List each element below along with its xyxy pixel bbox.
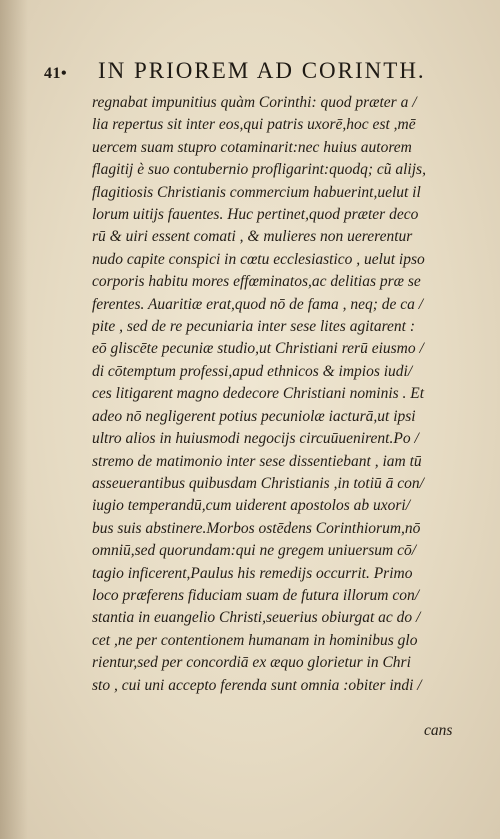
text-line: ces litigarent magno dedecore Christiani nominis . Et xyxy=(92,385,425,403)
text-line: adeo nō negligerent potius pecuniolæ iacturā,ut ipsi xyxy=(92,407,416,425)
text-line: rientur,sed per concordiā ex æquo glorietur in Chri xyxy=(92,654,411,672)
text-line: iugio temperandū,cum uiderent apostolos ab uxori/ xyxy=(92,497,411,515)
page-number: 41• xyxy=(44,65,68,82)
page-header xyxy=(44,58,480,84)
text-line: stantia in euangelio Christi,seuerius obiurgat ac do / xyxy=(92,609,421,627)
text-line: flagitiosis Christianis commercium habuerint,uelut il xyxy=(92,183,421,201)
text-line: di cōtemptum professi,apud ethnicos & impios iudi/ xyxy=(92,362,413,380)
text-line: eō gliscēte pecuniæ studio,ut Christiani rerū eiusmo / xyxy=(92,340,424,358)
text-line: lia repertus sit inter eos,qui patris uxorē,hoc est ,mē xyxy=(92,116,416,134)
gutter-shadow xyxy=(0,0,28,839)
text-line: tagio inficerent,Paulus his remedijs occurrit. Primo xyxy=(92,564,413,582)
text-line: uercem suam stupro cotaminarit:nec huius autorem xyxy=(92,138,412,156)
body-text xyxy=(92,92,478,697)
running-head: IN PRIOREM AD CORINTH. xyxy=(98,58,426,83)
text-line: nudo capite conspici in cœtu ecclesiastico , uelut ipso xyxy=(92,250,425,268)
text-line: cet ,ne per contentionem humanam in hominibus glo xyxy=(92,631,418,649)
text-line: asseuerantibus quibusdam Christianis ,in totiū ā con/ xyxy=(92,474,424,492)
text-line: bus suis abstinere.Morbos ostēdens Corinthiorum,nō xyxy=(92,519,421,537)
text-line: ferentes. Auaritiæ erat,quod nō de fama , neq; de ca / xyxy=(92,295,424,313)
catchword: cans xyxy=(424,722,453,739)
text-line: stremo de matimonio inter sese dissentiebant , iam tū xyxy=(92,452,422,470)
text-line: regnabat impunitius quàm Corinthi: quod præter a / xyxy=(92,94,417,111)
text-line: rū & uiri essent comati , & mulieres non uererentur xyxy=(92,228,413,246)
text-line: omniū,sed quorundam:qui ne gregem uniuersum cō/ xyxy=(92,542,417,560)
text-line: ultro alios in huiusmodi negocijs circuūuenirent.Po / xyxy=(92,430,419,448)
text-line: pite , sed de re pecuniaria inter sese lites agitarent : xyxy=(92,318,415,336)
text-line: sto , cui uni accepto ferenda sunt omnia :obiter indi / xyxy=(92,676,422,694)
text-line: flagitij è suo contubernio profligarint:quodq; cũ alijs, xyxy=(92,161,426,179)
text-line: corporis habitu mores effœminatos,ac delitias præ se xyxy=(92,273,421,291)
text-line: loco præferens fiduciam suam de futura illorum con/ xyxy=(92,586,420,604)
text-line: lorum uitijs fauentes. Huc pertinet,quod præter deco xyxy=(92,206,419,224)
